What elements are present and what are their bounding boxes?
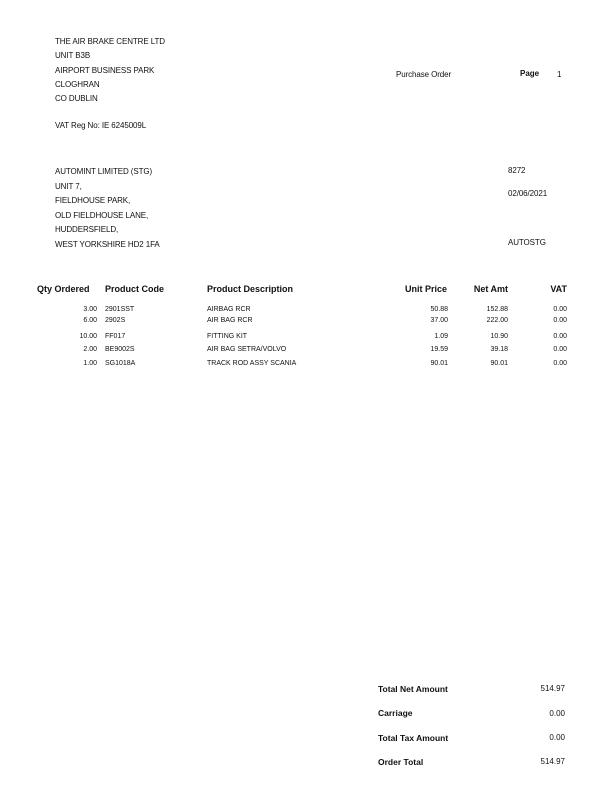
sender-line: CLOGHRAN <box>55 79 100 89</box>
page-label: Page <box>520 69 540 78</box>
total-net-value: 514.97 <box>540 684 565 693</box>
row-code: SG1018A <box>105 360 136 367</box>
row-price: 19.59 <box>430 346 448 353</box>
row-net: 222.00 <box>486 317 508 324</box>
sender-line: UNIT B3B <box>55 51 91 61</box>
row-net: 152.88 <box>486 306 508 313</box>
row-price: 90.01 <box>430 360 448 367</box>
row-price: 50.88 <box>430 306 448 313</box>
sender-line: AIRPORT BUSINESS PARK <box>55 65 155 75</box>
header-product-code: Product Code <box>105 284 165 294</box>
header-vat: VAT <box>550 284 567 294</box>
sender-address <box>55 35 165 106</box>
row-vat: 0.00 <box>553 360 567 367</box>
header-net-amt: Net Amt <box>473 284 508 294</box>
row-desc: AIR BAG RCR <box>207 317 253 324</box>
row-net: 90.01 <box>490 360 508 367</box>
row-vat: 0.00 <box>553 346 567 353</box>
row-qty: 2.00 <box>83 346 97 353</box>
row-code: BE9002S <box>105 346 135 353</box>
sender-line: CO DUBLIN <box>55 94 98 104</box>
sender-line: THE AIR BRAKE CENTRE LTD <box>55 37 165 46</box>
row-desc: AIRBAG RCR <box>207 306 251 313</box>
carriage-value: 0.00 <box>549 709 565 718</box>
header-qty: Qty Ordered <box>37 284 90 294</box>
row-vat: 0.00 <box>553 333 567 340</box>
table-row <box>0 317 612 328</box>
page-number: 1 <box>557 70 562 79</box>
document-title: Purchase Order <box>396 70 452 79</box>
row-desc: FITTING KIT <box>207 333 248 340</box>
recipient-address <box>55 165 160 253</box>
row-qty: 1.00 <box>83 360 97 367</box>
total-tax-value: 0.00 <box>549 733 565 742</box>
recipient-line: UNIT 7, <box>55 181 82 191</box>
header-product-description: Product Description <box>207 284 294 294</box>
row-qty: 10.00 <box>79 333 97 340</box>
recipient-line: FIELDHOUSE PARK, <box>55 196 131 206</box>
row-price: 37.00 <box>430 317 448 324</box>
row-vat: 0.00 <box>553 317 567 324</box>
recipient-line: OLD FIELDHOUSE LANE, <box>55 210 149 220</box>
table-row <box>0 306 612 317</box>
total-net-label: Total Net Amount <box>378 684 448 694</box>
row-net: 39.18 <box>490 346 508 353</box>
account-code: AUTOSTG <box>508 238 546 247</box>
table-row <box>0 346 612 357</box>
row-vat: 0.00 <box>553 306 567 313</box>
order-total-label: Order Total <box>378 757 424 767</box>
order-date: 02/06/2021 <box>508 189 548 198</box>
recipient-line: WEST YORKSHIRE HD2 1FA <box>55 239 160 249</box>
recipient-line: HUDDERSFIELD, <box>55 225 119 235</box>
row-desc: AIR BAG SETRA/VOLVO <box>207 346 287 353</box>
total-tax-label: Total Tax Amount <box>378 733 449 743</box>
row-qty: 6.00 <box>83 317 97 324</box>
row-desc: TRACK ROD ASSY SCANIA <box>207 360 297 367</box>
order-total-value: 514.97 <box>540 757 565 766</box>
recipient-line: AUTOMINT LIMITED (STG) <box>55 167 153 176</box>
carriage-label: Carriage <box>378 708 413 718</box>
row-net: 10.90 <box>490 333 508 340</box>
table-row <box>0 360 612 371</box>
row-qty: 3.00 <box>83 306 97 313</box>
row-price: 1.09 <box>434 333 448 340</box>
table-row <box>0 333 612 344</box>
row-code: 2902S <box>105 317 126 324</box>
vat-reg: VAT Reg No: IE 6245009L <box>55 121 147 130</box>
row-code: FF017 <box>105 333 126 340</box>
row-code: 2901SST <box>105 306 135 313</box>
order-number: 8272 <box>508 166 526 175</box>
header-unit-price: Unit Price <box>404 284 447 294</box>
